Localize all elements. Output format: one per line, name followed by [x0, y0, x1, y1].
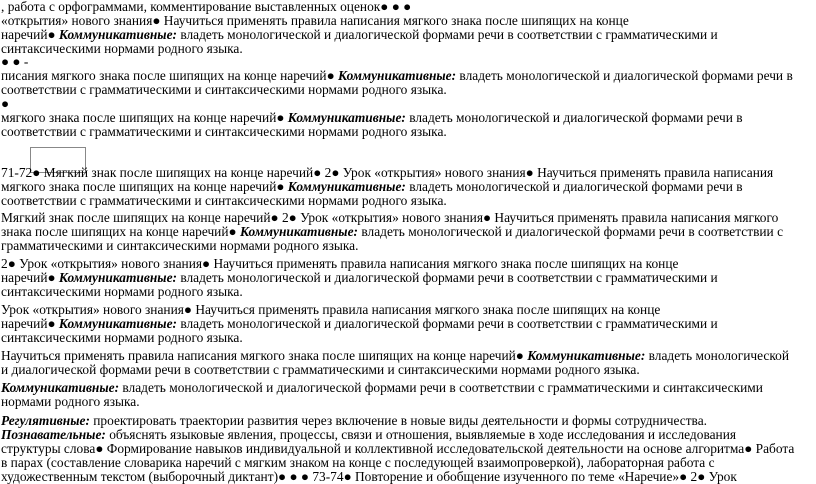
competency-heading: Познавательные:: [1, 427, 106, 442]
text-line: [1, 428, 813, 442]
text-fragment-7: [1, 303, 813, 345]
text-run: мягкого знака после шипящих на конце наречий●: [1, 179, 288, 194]
text-run: владеть монологической и диалогической формами речи в соответствии с грамматическими и: [176, 27, 718, 42]
competency-heading: Коммуникативные:: [338, 68, 457, 83]
text-line: «открытия» нового знания● Научиться применять правила написания мягкого знака после шипящих на конце: [1, 13, 629, 28]
text-line: 2● Урок «открытия» нового знания● Научиться применять правила написания мягкого знака после шипящих на конце: [1, 256, 679, 271]
competency-heading: Коммуникативные:: [58, 27, 177, 42]
text-line: соответствии с грамматическими и синтаксическими нормами родного языка.: [1, 82, 447, 97]
text-run: владеть монологической и диалогической формами речи в: [405, 110, 743, 125]
text-run: знака после шипящих на конце наречий●: [1, 224, 240, 239]
text-line: художественным текстом (выборочный диктант)● ● ● 73-74● Повторение и обобщение изученного по теме «Наречие»● 2● Урок: [1, 469, 737, 484]
text-line: [1, 225, 813, 239]
text-line: [1, 69, 813, 83]
text-run: наречий●: [1, 316, 59, 331]
text-line: [1, 349, 813, 363]
text-run: писания мягкого знака после шипящих на конце наречий●: [1, 68, 339, 83]
text-line: синтаксическими нормами родного языка.: [1, 284, 243, 299]
text-line: Мягкий знак после шипящих на конце наречий● 2● Урок «открытия» нового знания● Научиться применять правила написания мягкого: [1, 210, 779, 225]
text-fragment-8: [1, 349, 813, 377]
text-run: объяснять языковые явления, процессы, связи и отношения, выявляемые в ходе исследования и исследования: [105, 427, 737, 442]
text-fragment-2: [1, 55, 813, 97]
competency-heading: Коммуникативные:: [1, 380, 120, 395]
text-fragment-4: [1, 166, 813, 208]
text-run: владеть монологической: [645, 348, 790, 363]
competency-heading: Коммуникативные:: [239, 224, 359, 239]
text-line: и диалогической формами речи в соответствии с грамматическими и синтаксическими нормами родного языка.: [1, 362, 640, 377]
text-line: 71-72● Мягкий знак после шипящих на конце наречий● 2● Урок «открытия» нового знания● Научиться применять правила написания: [1, 165, 774, 180]
text-line: [1, 317, 813, 331]
text-line: ● ● -: [1, 54, 29, 69]
text-line: соответствии с грамматическими и синтаксическими нормами родного языка.: [1, 193, 447, 208]
text-run: владеть монологической и диалогической формами речи в соответствии с грамматическими и: [176, 270, 718, 285]
text-line: [1, 111, 813, 125]
text-line: нормами родного языка.: [1, 394, 140, 409]
text-fragment-1: [1, 0, 813, 56]
text-line: [1, 414, 813, 428]
text-run: Научиться применять правила написания мягкого знака после шипящих на конце наречий●: [1, 348, 528, 363]
text-line: в парах (составление словарика наречий с мягким знаком на конце с последующей взаимопроверкой), лабораторная работа с: [1, 455, 715, 470]
text-run: проектировать траектории развития через включение в новые виды деятельности и формы сотрудничества.: [89, 413, 707, 428]
competency-heading: Регулятивные:: [1, 413, 90, 428]
text-run: владеть монологической и диалогической формами речи в: [456, 68, 793, 83]
competency-heading: Коммуникативные:: [58, 270, 177, 285]
text-line: , работа с орфограммами, комментирование выставленных оценок● ● ●: [1, 0, 412, 14]
competency-heading: Коммуникативные:: [287, 110, 406, 125]
text-fragment-5: [1, 211, 813, 253]
text-fragment-6: [1, 257, 813, 299]
text-line: структуры слова● Формирование навыков индивидуальной и коллективной исследовательской деятельности на основе алгоритма● Работа: [1, 441, 795, 456]
text-line: [1, 271, 813, 285]
text-line: синтаксическими нормами родного языка.: [1, 41, 243, 56]
text-run: мягкого знака после шипящих на конце наречий●: [1, 110, 288, 125]
text-run: владеть монологической и диалогической формами речи в соответствии с грамматическими и: [176, 316, 718, 331]
text-fragment-3: [1, 97, 813, 139]
text-run: владеть монологической и диалогической формами речи в: [405, 179, 743, 194]
text-line: ●: [1, 96, 10, 111]
competency-heading: Коммуникативные:: [58, 316, 177, 331]
text-run: наречий●: [1, 27, 59, 42]
text-line: [1, 381, 813, 395]
text-line: грамматическими и синтаксическими нормами родного языка.: [1, 238, 359, 253]
text-fragment-10: [1, 414, 813, 484]
text-line: соответствии с грамматическими и синтаксическими нормами родного языка.: [1, 124, 447, 139]
competency-heading: Коммуникативные:: [287, 179, 406, 194]
text-line: [1, 180, 813, 194]
text-line: [1, 28, 813, 42]
text-line: синтаксическими нормами родного языка.: [1, 330, 243, 345]
text-run: наречий●: [1, 270, 59, 285]
text-fragment-9: [1, 381, 813, 409]
text-run: владеть монологической и диалогической формами речи в соответствии с грамматическими и синтаксическими: [119, 380, 763, 395]
competency-heading: Коммуникативные:: [527, 348, 646, 363]
text-line: Урок «открытия» нового знания● Научиться применять правила написания мягкого знака после шипящих на конце: [1, 302, 661, 317]
text-run: владеть монологической и диалогической формами речи в соответствии с: [358, 224, 784, 239]
